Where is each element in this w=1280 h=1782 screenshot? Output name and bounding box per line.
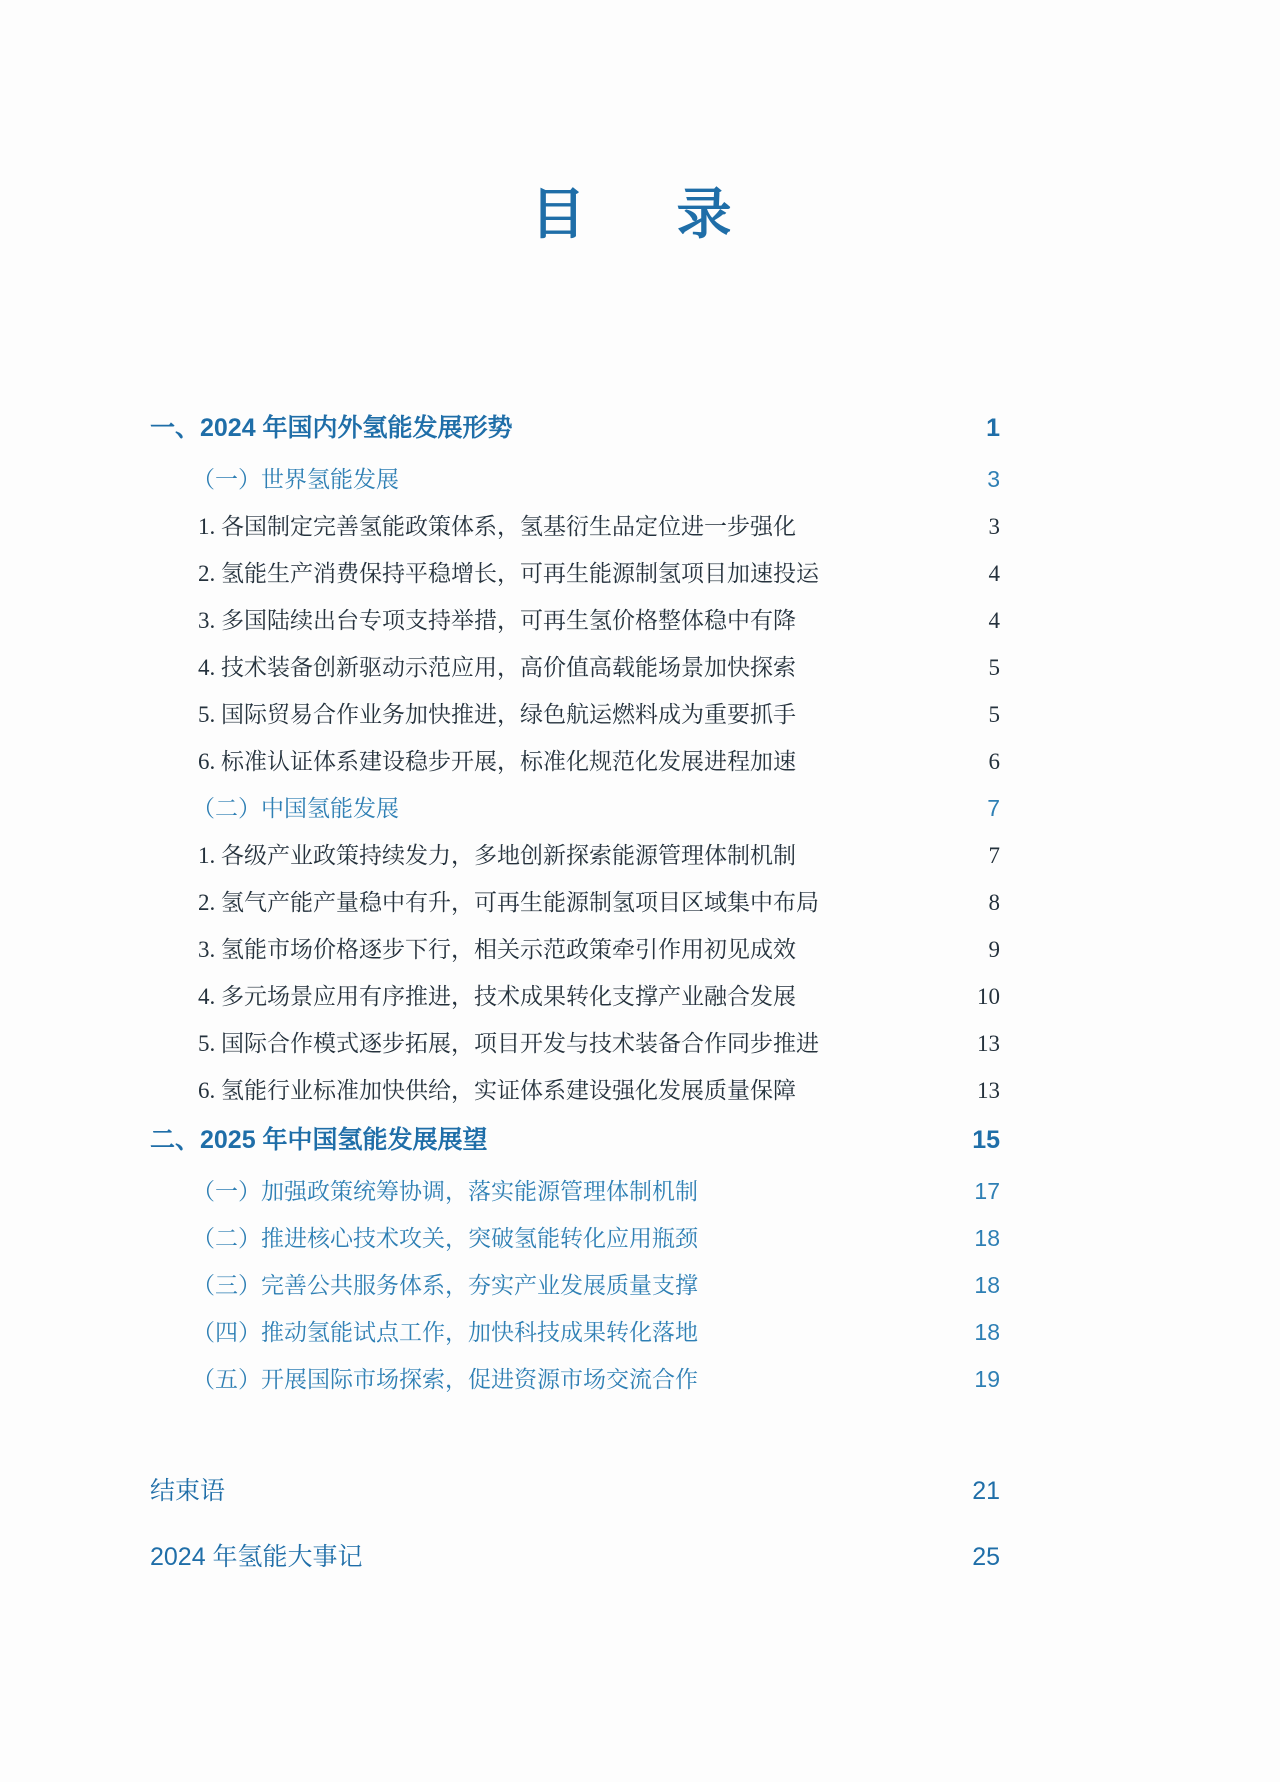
toc-entry-page: 9 [988, 937, 1000, 962]
toc-entry-level3[interactable] [198, 689, 1000, 736]
toc-entry-level3[interactable] [198, 830, 1000, 877]
table-of-contents [150, 400, 1000, 1585]
toc-entry-page: 18 [974, 1272, 1000, 1298]
toc-entry-page: 19 [974, 1366, 1000, 1392]
toc-entry-page: 13 [977, 1078, 1000, 1103]
toc-entry-label: （五）开展国际市场探索，促进资源市场交流合作 [192, 1366, 698, 1392]
toc-entry-level3[interactable] [198, 924, 1000, 971]
toc-entry-label: （一）世界氢能发展 [192, 466, 399, 492]
toc-entry-chronicle[interactable] [150, 1525, 1000, 1585]
toc-entry-page: 7 [987, 795, 1000, 821]
toc-entry-level3[interactable] [198, 501, 1000, 548]
toc-entry-level2[interactable] [192, 1307, 1000, 1354]
toc-entry-epilogue[interactable] [150, 1459, 1000, 1519]
toc-entry-page: 18 [974, 1319, 1000, 1345]
toc-entry-page: 1 [986, 414, 1000, 442]
toc-entry-page: 6 [988, 749, 1000, 774]
toc-entry-level2[interactable] [192, 783, 1000, 830]
toc-entry-page: 3 [987, 466, 1000, 492]
toc-entry-label: 5. 国际合作模式逐步拓展，项目开发与技术装备合作同步推进 [198, 1031, 819, 1056]
toc-entry-level3[interactable] [198, 1065, 1000, 1112]
toc-entry-label: （三）完善公共服务体系，夯实产业发展质量支撑 [192, 1272, 698, 1298]
toc-entry-level2[interactable] [192, 1166, 1000, 1213]
toc-entry-label: 一、2024 年国内外氢能发展形势 [150, 414, 513, 442]
toc-entry-label: 2024 年氢能大事记 [150, 1543, 363, 1571]
toc-entry-label: 二、2025 年中国氢能发展展望 [150, 1126, 488, 1154]
toc-entry-page: 4 [988, 561, 1000, 586]
toc-entry-label: （四）推动氢能试点工作，加快科技成果转化落地 [192, 1319, 698, 1345]
toc-entry-level3[interactable] [198, 595, 1000, 642]
toc-entry-level3[interactable] [198, 548, 1000, 595]
toc-entry-label: 5. 国际贸易合作业务加快推进，绿色航运燃料成为重要抓手 [198, 702, 796, 727]
toc-entry-level3[interactable] [198, 1018, 1000, 1065]
toc-entry-label: 4. 多元场景应用有序推进，技术成果转化支撑产业融合发展 [198, 984, 796, 1009]
toc-entry-label: 1. 各级产业政策持续发力，多地创新探索能源管理体制机制 [198, 843, 796, 868]
toc-entry-page: 13 [977, 1031, 1000, 1056]
toc-entry-level3[interactable] [198, 877, 1000, 924]
toc-entry-label: 6. 氢能行业标准加快供给，实证体系建设强化发展质量保障 [198, 1078, 796, 1103]
toc-entry-page: 3 [988, 514, 1000, 539]
toc-entry-level2[interactable] [192, 1354, 1000, 1401]
toc-entry-page: 15 [972, 1126, 1000, 1154]
toc-entry-page: 10 [977, 984, 1000, 1009]
toc-entry-page: 5 [988, 655, 1000, 680]
toc-entry-page: 18 [974, 1225, 1000, 1251]
toc-tail-section [150, 1459, 1000, 1585]
toc-entry-level2[interactable] [192, 1213, 1000, 1260]
toc-entry-page: 25 [972, 1543, 1000, 1571]
toc-entry-page: 21 [972, 1477, 1000, 1505]
toc-entry-page: 4 [988, 608, 1000, 633]
toc-entry-level2[interactable] [192, 454, 1000, 501]
toc-entry-page: 17 [974, 1178, 1000, 1204]
toc-entry-label: （一）加强政策统筹协调，落实能源管理体制机制 [192, 1178, 698, 1204]
toc-entry-label: （二）中国氢能发展 [192, 795, 399, 821]
toc-entry-level3[interactable] [198, 642, 1000, 689]
toc-entry-level1[interactable] [150, 400, 1000, 454]
toc-entry-label: 结束语 [150, 1477, 226, 1505]
toc-entry-label: 4. 技术装备创新驱动示范应用，高价值高载能场景加快探索 [198, 655, 796, 680]
toc-entry-level3[interactable] [198, 736, 1000, 783]
toc-entry-label: 6. 标准认证体系建设稳步开展，标准化规范化发展进程加速 [198, 749, 796, 774]
toc-entry-label: 3. 多国陆续出台专项支持举措，可再生氢价格整体稳中有降 [198, 608, 796, 633]
toc-entry-level2[interactable] [192, 1260, 1000, 1307]
toc-entry-label: （二）推进核心技术攻关，突破氢能转化应用瓶颈 [192, 1225, 698, 1251]
toc-entry-level3[interactable] [198, 971, 1000, 1018]
toc-entry-label: 1. 各国制定完善氢能政策体系，氢基衍生品定位进一步强化 [198, 514, 796, 539]
toc-entry-level1[interactable] [150, 1112, 1000, 1166]
page-title: 目 录 [530, 183, 750, 245]
toc-entry-page: 5 [988, 702, 1000, 727]
toc-entry-page: 8 [988, 890, 1000, 915]
toc-entry-label: 2. 氢能生产消费保持平稳增长，可再生能源制氢项目加速投运 [198, 561, 819, 586]
toc-entry-page: 7 [988, 843, 1000, 868]
toc-entry-label: 3. 氢能市场价格逐步下行，相关示范政策牵引作用初见成效 [198, 937, 796, 962]
toc-entry-label: 2. 氢气产能产量稳中有升，可再生能源制氢项目区域集中布局 [198, 890, 819, 915]
